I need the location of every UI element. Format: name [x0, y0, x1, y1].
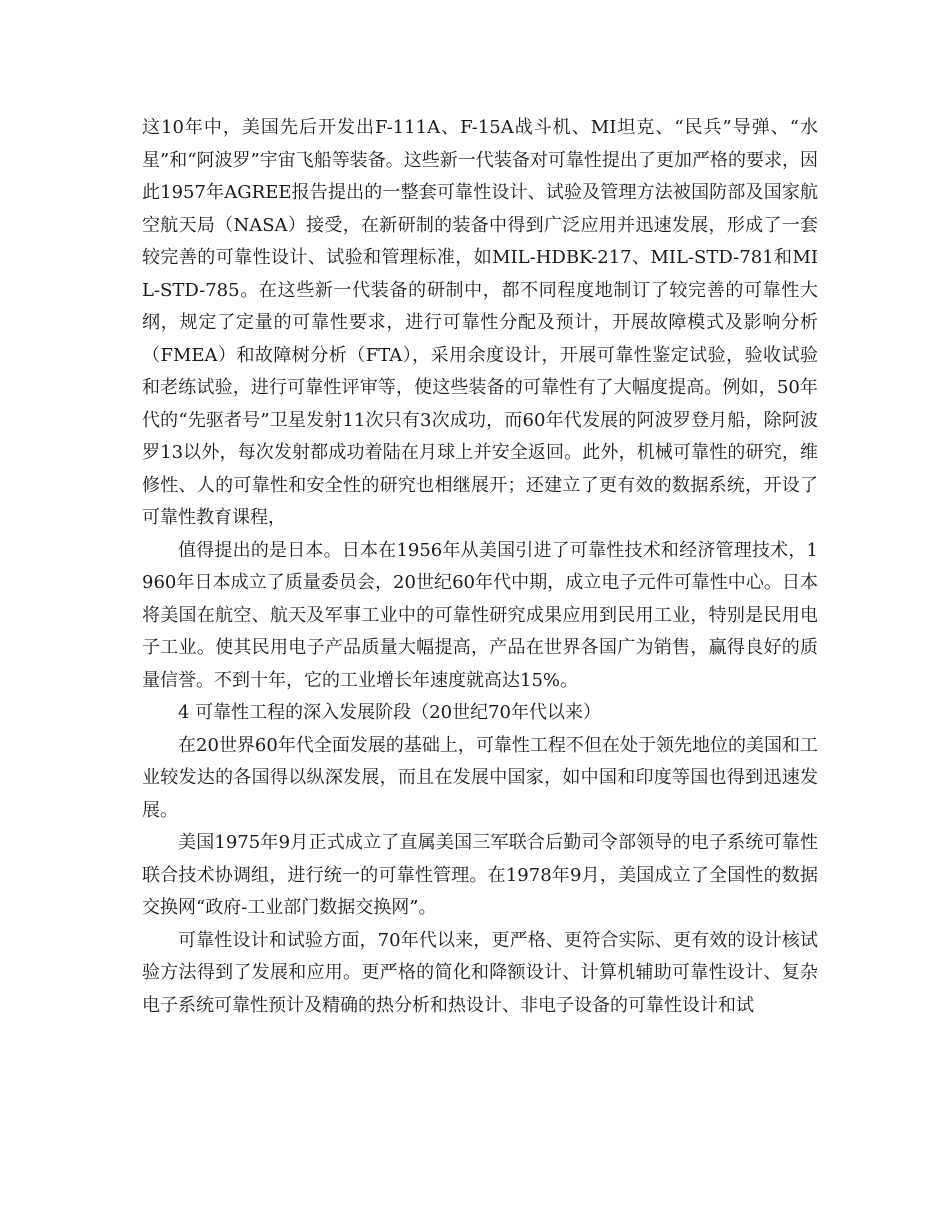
paragraph-japan-reliability: 值得提出的是日本。日本在1956年从美国引进了可靠性技术和经济管理技术，1960年日本成立了质量委员会，20世纪60年代中期，成立电子元件可靠性中心。日本将美国在航空、航天及军事工业中的可靠性研究成果应用到民用工业，特别是民用电子工业。使其民用电子产品质量大幅提高，产品在世界各国广为销售，赢得良好的质量信誉。不到十年，它的工业增长年速度就高达15%。 [142, 539, 818, 691]
section-heading-deep-development: 4 可靠性工程的深入发展阶段（20世纪70年代以来） [178, 702, 601, 723]
document-body [142, 112, 818, 1022]
paragraph-us-equipment-reliability: 这10年中，美国先后开发出F-111A、F-15A战斗机、MI坦克、“民兵”导弹、“水星”和“阿波罗”宇宙飞船等装备。这些新一代装备对可靠性提出了更加严格的要求，因此1957年AGREE报告提出的一整套可靠性设计、试验及管理方法被国防部及国家航空航天局（NASA）接受，在新研制的装备中得到广泛应用并迅速发展，形成了一套较完善的可靠性设计、试验和管理标准，如MIL-HDBK-217、MIL-STD-781和MIL-STD-785。在这些新一代装备的研制中，都不同程度地制订了较完善的可靠性大纲，规定了定量的可靠性要求，进行可靠性分配及预计，开展故障模式及影响分析（FMEA）和故障树分析（FTA），采用余度设计，开展可靠性鉴定试验，验收试验和老练试验，进行可靠性评审等，使这些装备的可靠性有了大幅度提高。例如，50年代的“先驱者号”卫星发射11次只有3次成功，而60年代发展的阿波罗登月船，除阿波罗13以外，每次发射都成功着陆在月球上并安全返回。此外，机械可靠性的研究，维修性、人的可靠性和安全性的研究也相继展开；还建立了更有效的数据系统，开设了可靠性教育课程， [142, 117, 818, 528]
paragraph-design-and-testing: 可靠性设计和试验方面，70年代以来，更严格、更符合实际、更有效的设计核试验方法得到了发展和应用。更严格的简化和降额设计、计算机辅助可靠性设计、复杂电子系统可靠性预计及精确的热分析和热设计、非电子设备的可靠性设计和试 [142, 929, 818, 1016]
paragraph-us-coordination-group: 美国1975年9月正式成立了直属美国三军联合后勤司令部领导的电子系统可靠性联合技术协调组，进行统一的可靠性管理。在1978年9月，美国成立了全国性的数据交换网“政府-工业部门数据交换网”。 [142, 832, 818, 918]
paragraph-global-development: 在20世界60年代全面发展的基础上，可靠性工程不但在处于领先地位的美国和工业较发达的各国得以纵深发展，而且在发展中国家，如中国和印度等国也得到迅速发展。 [142, 734, 818, 821]
